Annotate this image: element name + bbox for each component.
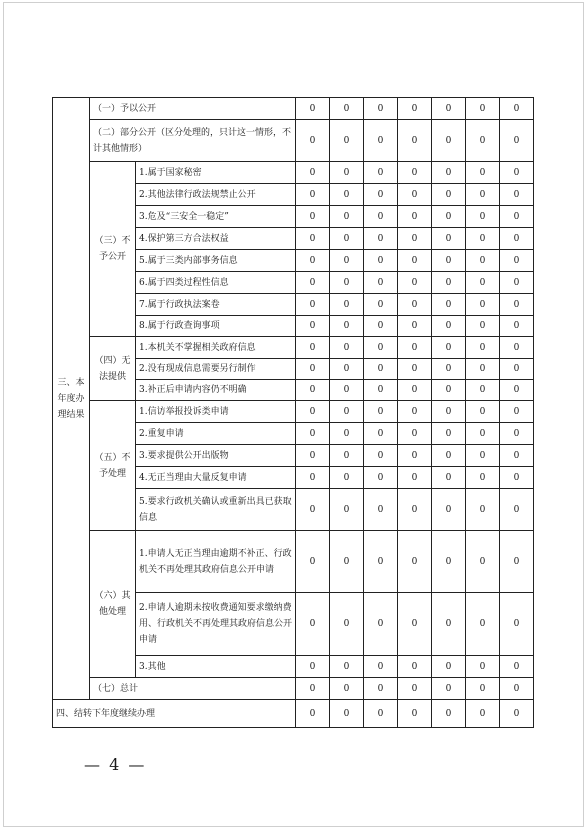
value-cell: 0 xyxy=(432,401,466,423)
value-cell: 0 xyxy=(398,228,432,250)
value-cell: 0 xyxy=(364,98,398,120)
section-title-cell: 三、本年度办理结果 xyxy=(53,98,90,700)
value-cell: 0 xyxy=(398,98,432,120)
value-cell: 0 xyxy=(466,380,500,401)
value-cell: 0 xyxy=(364,700,398,728)
value-cell: 0 xyxy=(432,445,466,467)
value-cell: 0 xyxy=(330,401,364,423)
value-cell: 0 xyxy=(466,162,500,184)
value-cell: 0 xyxy=(398,593,432,656)
table-row xyxy=(53,162,534,184)
value-cell: 0 xyxy=(432,593,466,656)
value-cell: 0 xyxy=(398,380,432,401)
value-cell: 0 xyxy=(432,272,466,294)
value-cell: 0 xyxy=(398,294,432,316)
value-cell: 0 xyxy=(500,593,534,656)
value-cell: 0 xyxy=(466,678,500,700)
value-cell: 0 xyxy=(364,337,398,359)
value-cell: 0 xyxy=(432,162,466,184)
value-cell: 0 xyxy=(432,228,466,250)
value-cell: 0 xyxy=(500,531,534,593)
value-cell: 0 xyxy=(398,489,432,531)
value-cell: 0 xyxy=(500,272,534,294)
group-label-cell: （四）无法提供 xyxy=(90,337,136,401)
value-cell: 0 xyxy=(500,120,534,162)
value-cell: 0 xyxy=(500,294,534,316)
value-cell: 0 xyxy=(398,531,432,593)
value-cell: 0 xyxy=(500,489,534,531)
value-cell: 0 xyxy=(466,120,500,162)
value-cell: 0 xyxy=(364,423,398,445)
value-cell: 0 xyxy=(330,98,364,120)
item-label: 3.补正后申请内容仍不明确 xyxy=(136,380,296,401)
value-cell: 0 xyxy=(296,531,330,593)
value-cell: 0 xyxy=(330,316,364,337)
value-cell: 0 xyxy=(432,359,466,380)
item-label: 3.危及“三安全一稳定” xyxy=(136,206,296,228)
value-cell: 0 xyxy=(500,359,534,380)
row-label: 四、结转下年度继续办理 xyxy=(53,700,296,728)
value-cell: 0 xyxy=(296,250,330,272)
value-cell: 0 xyxy=(500,380,534,401)
table-row xyxy=(53,700,534,728)
value-cell: 0 xyxy=(364,656,398,678)
value-cell: 0 xyxy=(466,316,500,337)
value-cell: 0 xyxy=(398,120,432,162)
value-cell: 0 xyxy=(296,184,330,206)
value-cell: 0 xyxy=(364,316,398,337)
value-cell: 0 xyxy=(330,250,364,272)
value-cell: 0 xyxy=(500,656,534,678)
value-cell: 0 xyxy=(330,445,364,467)
value-cell: 0 xyxy=(432,250,466,272)
value-cell: 0 xyxy=(296,98,330,120)
table-row xyxy=(53,337,534,359)
value-cell: 0 xyxy=(330,423,364,445)
value-cell: 0 xyxy=(364,250,398,272)
value-cell: 0 xyxy=(398,467,432,489)
row-label: （一）予以公开 xyxy=(90,98,296,120)
value-cell: 0 xyxy=(330,380,364,401)
value-cell: 0 xyxy=(432,184,466,206)
value-cell: 0 xyxy=(500,162,534,184)
value-cell: 0 xyxy=(330,531,364,593)
value-cell: 0 xyxy=(466,445,500,467)
value-cell: 0 xyxy=(466,593,500,656)
item-label: 6.属于四类过程性信息 xyxy=(136,272,296,294)
item-label: 1.信访举报投诉类申请 xyxy=(136,401,296,423)
value-cell: 0 xyxy=(432,423,466,445)
item-label: 3.其他 xyxy=(136,656,296,678)
statistics-table xyxy=(52,97,534,728)
value-cell: 0 xyxy=(432,656,466,678)
value-cell: 0 xyxy=(398,423,432,445)
value-cell: 0 xyxy=(466,272,500,294)
value-cell: 0 xyxy=(466,656,500,678)
value-cell: 0 xyxy=(330,656,364,678)
value-cell: 0 xyxy=(330,359,364,380)
item-label: 4.无正当理由大量反复申请 xyxy=(136,467,296,489)
value-cell: 0 xyxy=(500,678,534,700)
value-cell: 0 xyxy=(466,98,500,120)
value-cell: 0 xyxy=(296,467,330,489)
item-label: 1.属于国家秘密 xyxy=(136,162,296,184)
value-cell: 0 xyxy=(398,250,432,272)
value-cell: 0 xyxy=(364,401,398,423)
value-cell: 0 xyxy=(364,228,398,250)
item-label: 2.申请人逾期未按收费通知要求缴纳费用、行政机关不再处理其政府信息公开申请 xyxy=(136,593,296,656)
value-cell: 0 xyxy=(296,380,330,401)
group-label-cell: （三）不予公开 xyxy=(90,162,136,337)
value-cell: 0 xyxy=(432,678,466,700)
value-cell: 0 xyxy=(500,316,534,337)
value-cell: 0 xyxy=(398,401,432,423)
value-cell: 0 xyxy=(330,700,364,728)
value-cell: 0 xyxy=(364,359,398,380)
item-label: 4.保护第三方合法权益 xyxy=(136,228,296,250)
value-cell: 0 xyxy=(466,359,500,380)
value-cell: 0 xyxy=(432,206,466,228)
item-label: 2.重复申请 xyxy=(136,423,296,445)
value-cell: 0 xyxy=(364,294,398,316)
value-cell: 0 xyxy=(466,467,500,489)
value-cell: 0 xyxy=(500,250,534,272)
value-cell: 0 xyxy=(398,184,432,206)
table-row xyxy=(53,120,534,162)
value-cell: 0 xyxy=(432,700,466,728)
value-cell: 0 xyxy=(330,120,364,162)
value-cell: 0 xyxy=(330,228,364,250)
value-cell: 0 xyxy=(364,445,398,467)
value-cell: 0 xyxy=(432,380,466,401)
table-body xyxy=(53,98,534,728)
value-cell: 0 xyxy=(432,467,466,489)
value-cell: 0 xyxy=(330,294,364,316)
value-cell: 0 xyxy=(364,162,398,184)
value-cell: 0 xyxy=(466,423,500,445)
value-cell: 0 xyxy=(330,337,364,359)
value-cell: 0 xyxy=(364,489,398,531)
value-cell: 0 xyxy=(466,337,500,359)
value-cell: 0 xyxy=(398,678,432,700)
row-label: （七）总计 xyxy=(90,678,296,700)
value-cell: 0 xyxy=(466,401,500,423)
value-cell: 0 xyxy=(466,531,500,593)
value-cell: 0 xyxy=(398,700,432,728)
item-label: 5.要求行政机关确认或重新出具已获取信息 xyxy=(136,489,296,531)
value-cell: 0 xyxy=(466,206,500,228)
table-row xyxy=(53,531,534,593)
value-cell: 0 xyxy=(330,184,364,206)
value-cell: 0 xyxy=(364,272,398,294)
value-cell: 0 xyxy=(364,184,398,206)
value-cell: 0 xyxy=(398,162,432,184)
value-cell: 0 xyxy=(296,593,330,656)
value-cell: 0 xyxy=(466,700,500,728)
group-label-cell: （六）其他处理 xyxy=(90,531,136,678)
value-cell: 0 xyxy=(398,359,432,380)
value-cell: 0 xyxy=(432,316,466,337)
value-cell: 0 xyxy=(398,272,432,294)
value-cell: 0 xyxy=(296,294,330,316)
value-cell: 0 xyxy=(364,206,398,228)
value-cell: 0 xyxy=(296,162,330,184)
value-cell: 0 xyxy=(296,401,330,423)
value-cell: 0 xyxy=(500,401,534,423)
value-cell: 0 xyxy=(296,228,330,250)
value-cell: 0 xyxy=(364,678,398,700)
value-cell: 0 xyxy=(500,445,534,467)
value-cell: 0 xyxy=(296,316,330,337)
value-cell: 0 xyxy=(466,184,500,206)
value-cell: 0 xyxy=(500,184,534,206)
value-cell: 0 xyxy=(398,206,432,228)
item-label: 1.本机关不掌握相关政府信息 xyxy=(136,337,296,359)
value-cell: 0 xyxy=(296,489,330,531)
value-cell: 0 xyxy=(330,272,364,294)
item-label: 7.属于行政执法案卷 xyxy=(136,294,296,316)
table-row xyxy=(53,98,534,120)
value-cell: 0 xyxy=(398,337,432,359)
value-cell: 0 xyxy=(466,250,500,272)
value-cell: 0 xyxy=(296,272,330,294)
value-cell: 0 xyxy=(432,337,466,359)
value-cell: 0 xyxy=(364,593,398,656)
value-cell: 0 xyxy=(432,294,466,316)
value-cell: 0 xyxy=(500,700,534,728)
value-cell: 0 xyxy=(398,445,432,467)
page-number: — 4 — xyxy=(84,755,147,774)
value-cell: 0 xyxy=(466,489,500,531)
value-cell: 0 xyxy=(330,162,364,184)
value-cell: 0 xyxy=(296,445,330,467)
value-cell: 0 xyxy=(432,120,466,162)
value-cell: 0 xyxy=(500,228,534,250)
value-cell: 0 xyxy=(364,120,398,162)
value-cell: 0 xyxy=(364,467,398,489)
value-cell: 0 xyxy=(500,206,534,228)
value-cell: 0 xyxy=(330,489,364,531)
value-cell: 0 xyxy=(466,294,500,316)
value-cell: 0 xyxy=(432,98,466,120)
table-row xyxy=(53,401,534,423)
value-cell: 0 xyxy=(296,206,330,228)
item-label: 8.属于行政查询事项 xyxy=(136,316,296,337)
value-cell: 0 xyxy=(398,316,432,337)
value-cell: 0 xyxy=(432,531,466,593)
table-row xyxy=(53,678,534,700)
value-cell: 0 xyxy=(500,98,534,120)
item-label: 3.要求提供公开出版物 xyxy=(136,445,296,467)
value-cell: 0 xyxy=(296,120,330,162)
item-label: 5.属于三类内部事务信息 xyxy=(136,250,296,272)
value-cell: 0 xyxy=(330,467,364,489)
value-cell: 0 xyxy=(296,656,330,678)
item-label: 1.申请人无正当理由逾期不补正、行政机关不再处理其政府信息公开申请 xyxy=(136,531,296,593)
group-label-cell: （五）不予处理 xyxy=(90,401,136,531)
value-cell: 0 xyxy=(398,656,432,678)
value-cell: 0 xyxy=(330,593,364,656)
value-cell: 0 xyxy=(296,359,330,380)
value-cell: 0 xyxy=(500,337,534,359)
value-cell: 0 xyxy=(432,489,466,531)
value-cell: 0 xyxy=(500,423,534,445)
item-label: 2.没有现成信息需要另行制作 xyxy=(136,359,296,380)
value-cell: 0 xyxy=(296,423,330,445)
row-label: （二）部分公开（区分处理的，只计这一情形，不计其他情形） xyxy=(90,120,296,162)
value-cell: 0 xyxy=(466,228,500,250)
value-cell: 0 xyxy=(330,206,364,228)
value-cell: 0 xyxy=(364,531,398,593)
value-cell: 0 xyxy=(500,467,534,489)
item-label: 2.其他法律行政法规禁止公开 xyxy=(136,184,296,206)
value-cell: 0 xyxy=(296,337,330,359)
value-cell: 0 xyxy=(364,380,398,401)
value-cell: 0 xyxy=(296,700,330,728)
value-cell: 0 xyxy=(330,678,364,700)
value-cell: 0 xyxy=(296,678,330,700)
